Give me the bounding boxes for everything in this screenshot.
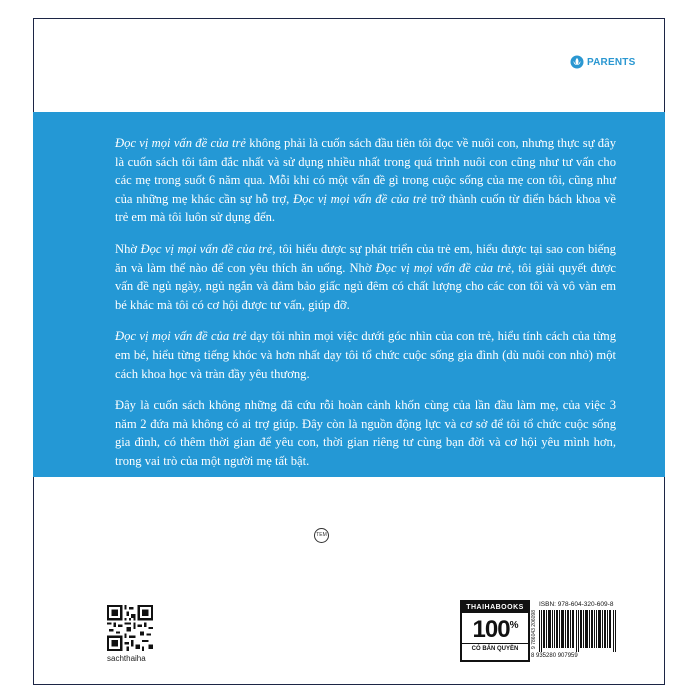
tem-mark: TEM <box>314 528 329 543</box>
blurb-panel <box>33 112 665 500</box>
paragraph-3 <box>115 327 616 383</box>
author-book-title: Nuôi con không phải là cuộc chiến <box>279 485 456 500</box>
text: , tôi giải quyết được vấn đề ngủ ngày, ngủ ngắn và đảm bảo giấc ngủ đêm có chất lượng cho các con tôi và vô vàn em bé khác mà tôi có cơ hội được tư vấn, giúp đỡ. <box>115 260 616 312</box>
seal-caption: CÓ BẢN QUYỀN <box>462 643 528 654</box>
seal-publisher: THAIHABOOKS <box>462 602 528 613</box>
book-title: Đọc vị mọi vấn đề của trẻ <box>375 260 512 275</box>
paragraph-1 <box>115 134 616 227</box>
parents-badge <box>570 52 640 72</box>
text: , tôi hiểu được sự phát triển của trẻ em, hiểu được tại sao con biếng ăn và làm thế nào để con yêu thích ăn uống. Nhờ <box>115 241 616 275</box>
isbn-label: ISBN: 978-604-320-609-8 <box>539 601 614 608</box>
barcode-bars <box>539 610 619 652</box>
copyright-seal <box>460 600 530 662</box>
text: dạy tôi nhìn mọi việc dưới góc nhìn của con trẻ, hiểu tính cách của từng em bé, hiểu từng tiếng khóc và hơn nhất dạy tôi tổ chức cuộc sống gia đình (dù nuôi con nhỏ) một cách khoa học và tràn đầy yêu thương. <box>115 329 616 381</box>
barcode-side-digits: 9 786043 206098 <box>531 610 537 649</box>
seal-percent-sign: % <box>509 620 518 631</box>
text: trở thành cuốn từ điển bách khoa về trẻ em mà tôi luôn sử dụng đến. <box>115 191 616 225</box>
seal-percent <box>462 613 528 643</box>
lotus-icon <box>570 55 584 69</box>
book-title: Đọc vị mọi vấn đề của trẻ <box>115 329 247 344</box>
text: Đây là cuốn sách không những đã cứu rỗi hoàn cảnh khốn cùng của lần đầu làm mẹ, của việc 3 năm 2 đứa mà không có ai trợ giúp. Đây còn là nguồn động lực và cơ sở để tôi tổ chức cuộc sống gia đình, có thêm thời gian để yêu con, thời gian riêng tư cùng bạn đời và cơ hội yêu mình hơn, trong vai trò của một người mẹ tất bật. <box>115 398 616 468</box>
paragraph-2 <box>115 240 616 314</box>
text: không phải là cuốn sách đầu tiên tôi đọc về nuôi con, nhưng thực sự đây là cuốn sách tôi tâm đắc nhất và sử dụng nhiều nhất trong quá trình nuôi con cũng như tư vấn cho các mẹ trong suốt 6 năm qua. Mỗi khi có một vấn đề gì trong cuộc sống của mẹ con tôi, cũng như của những mẹ khác cần sự hỗ trợ, <box>115 136 616 206</box>
qr-caption: sachthaiha <box>107 654 146 663</box>
badge-label: PARENTS <box>587 56 636 68</box>
qr-code <box>107 605 153 651</box>
book-title: Đọc vị mọi vấn đề của trẻ <box>115 136 246 150</box>
book-title: Đọc vị mọi vấn đề của trẻ <box>293 191 427 206</box>
paragraph-4 <box>115 396 616 470</box>
barcode <box>531 600 621 662</box>
author-name: Hachun Lyonnet <box>115 485 205 500</box>
text: Nhờ <box>115 241 141 256</box>
book-title: Đọc vị mọi vấn đề của trẻ <box>140 241 273 256</box>
attribution <box>115 484 616 503</box>
barcode-digits: 8 935280 907959 <box>531 653 578 659</box>
author-role: , đồng tác giả <box>204 485 280 500</box>
seal-number: 100 <box>472 616 510 643</box>
